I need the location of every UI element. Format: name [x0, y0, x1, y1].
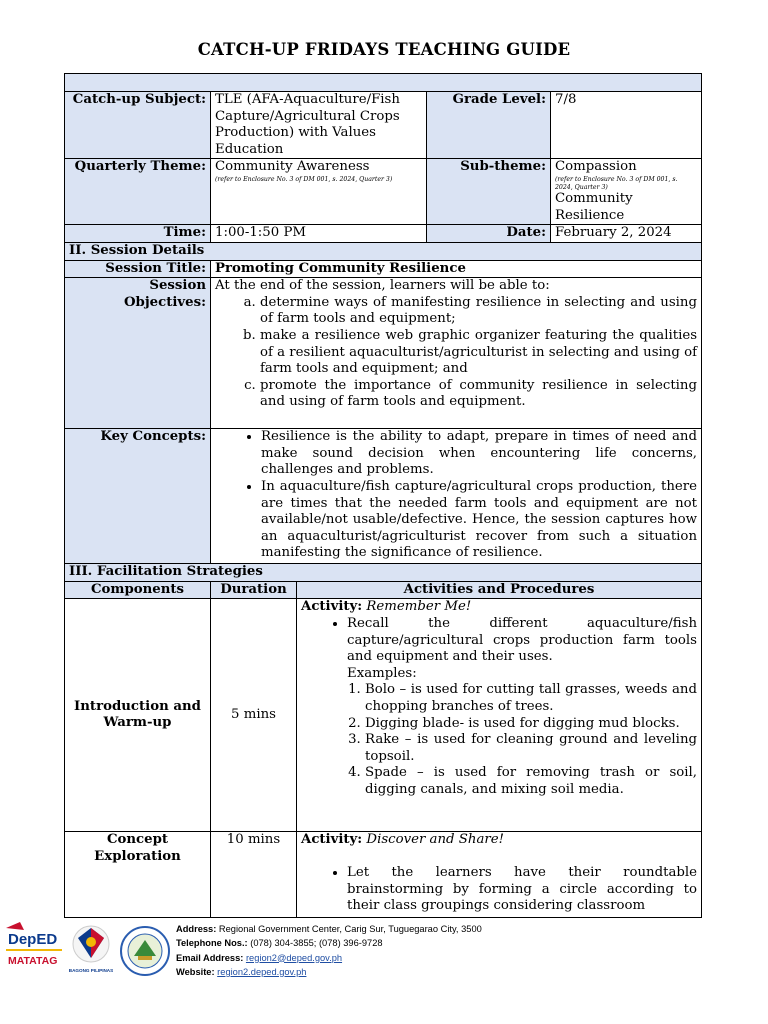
grade-label: Grade Level: — [427, 92, 551, 159]
theme-cell — [211, 159, 427, 225]
concept-exploration-row — [65, 832, 702, 918]
website-label: Website: — [176, 966, 215, 977]
examples-label: Examples: — [347, 665, 417, 681]
time-row — [65, 225, 702, 243]
grade-value: 7/8 — [551, 92, 702, 159]
objectives-row — [65, 278, 702, 429]
example-item: 1. Bolo – is used for cutting tall grasses, weeds and chopping branches of trees. — [365, 682, 697, 715]
subject-row — [65, 92, 702, 159]
bagong-pilipinas-text: BAGONG PILIPINAS — [68, 968, 114, 973]
matatag-logo-text: MATATAG — [8, 955, 58, 967]
column-header-duration: Duration — [211, 581, 297, 599]
duration-concept-exploration: 10 mins — [211, 832, 297, 918]
key-concepts-label: Key Concepts: — [65, 429, 211, 564]
deped-logo-text: DepED — [8, 931, 58, 948]
column-header-activities: Activities and Procedures — [297, 581, 702, 599]
objectives-intro: At the end of the session, learners will be able to: — [215, 278, 550, 294]
duration-intro-warmup: 5 mins — [211, 599, 297, 832]
activity-bullet: • Let the learners have their roundtable brainstorming by forming a circle according to their class groupings considering classroom — [347, 865, 697, 915]
address-line — [176, 922, 482, 936]
subtheme-value: Compassion — [555, 159, 637, 175]
activity-bullet — [347, 616, 697, 799]
objectives-list — [215, 295, 697, 411]
key-concepts-row — [65, 429, 702, 564]
activity-name: Remember Me! — [366, 599, 472, 615]
activity-bullets — [301, 865, 697, 915]
date-value: February 2, 2024 — [551, 225, 702, 243]
telephone-label: Telephone Nos.: — [176, 938, 248, 949]
subtheme-cell — [551, 159, 702, 225]
email-link[interactable]: region2@deped.gov.ph — [245, 952, 343, 963]
telephone-line — [176, 936, 482, 950]
address-value: Regional Government Center, Carig Sur, Tuguegarao City, 3500 — [218, 924, 482, 934]
examples-list — [347, 682, 697, 798]
activity-bullets — [301, 616, 697, 799]
intro-warmup-row — [65, 599, 702, 832]
address-label: Address: — [176, 924, 217, 934]
website-link[interactable]: region2.deped.gov.ph — [217, 966, 307, 977]
facilitation-heading: III. Facilitation Strategies — [65, 564, 702, 582]
session-heading-row — [65, 242, 702, 260]
objective-item: b. make a resilience web graphic organizer featuring the qualities of a resilient aquaculturist/agriculturist in selecting and using of farm tools and equipment; and — [260, 328, 697, 378]
key-concepts-cell — [211, 429, 702, 564]
activity-title — [301, 599, 697, 616]
time-value: 1:00-1:50 PM — [211, 225, 427, 243]
email-label: Email Address: — [176, 952, 244, 963]
theme-reference: (refer to Enclosure No. 3 of DM 001, s. 2024, Quarter 3) — [215, 175, 393, 183]
activity-bullet-text: Recall the different aquaculture/fish capture/agricultural crops production farm tools and equipment and their uses. — [347, 615, 698, 665]
subject-label: Catch-up Subject: — [65, 92, 211, 159]
column-header-row — [65, 581, 702, 599]
example-item: 4. Spade – is used for removing trash or soil, digging canals, and mixing soil media. — [365, 765, 697, 798]
document-title: CATCH-UP FRIDAYS TEACHING GUIDE — [197, 40, 571, 59]
component-concept-exploration: Concept Exploration — [65, 832, 211, 918]
time-label: Time: — [65, 225, 211, 243]
region-seal-logo — [120, 926, 170, 980]
objective-item: c. promote the importance of community resilience in selecting and using of farm tools and equipment. — [260, 378, 697, 411]
teaching-guide-table — [64, 73, 702, 918]
objective-item: a. determine ways of manifesting resilience in selecting and using of farm tools and equipment; — [260, 295, 697, 328]
activities-intro-warmup — [297, 599, 702, 832]
activity-label: Activity: — [301, 832, 363, 848]
example-item: 2. Digging blade- is used for digging mud blocks. — [365, 716, 697, 733]
header-band — [65, 74, 702, 92]
date-label: Date: — [427, 225, 551, 243]
subtheme-reference: (refer to Enclosure No. 3 of DM 001, s. 2024, Quarter 3) — [555, 175, 678, 191]
session-title-row — [65, 260, 702, 278]
theme-value: Community Awareness — [215, 159, 370, 175]
component-intro-warmup: Introduction and Warm-up — [65, 599, 211, 832]
footer-contact — [176, 922, 482, 979]
session-title-value: Promoting Community Resilience — [211, 260, 702, 278]
telephone-value: (078) 304-3855; (078) 396-9728 — [250, 938, 383, 949]
subject-value: TLE (AFA-Aquaculture/Fish Capture/Agricultural Crops Production) with Values Education — [211, 92, 427, 159]
subtheme-label: Sub-theme: — [427, 159, 551, 225]
key-concepts-list — [215, 429, 697, 562]
activity-title — [301, 832, 697, 849]
activity-name: Discover and Share! — [366, 832, 504, 848]
key-concept-item: • In aquaculture/fish capture/agricultural crops production, there are times that the needed farm tools and equipment are not available/not usable/defective. Hence, the session captures how an aquaculturist/agriculturist recover from such a situation manifesting the significance of resilience. — [261, 479, 697, 562]
theme-row — [65, 159, 702, 225]
session-details-heading: II. Session Details — [65, 242, 702, 260]
objectives-label: Session Objectives: — [65, 278, 211, 429]
example-item: 3. Rake – is used for cleaning ground and leveling topsoil. — [365, 732, 697, 765]
email-line — [176, 951, 482, 965]
subtheme-value-2: Community Resilience — [555, 191, 633, 223]
theme-label: Quarterly Theme: — [65, 159, 211, 225]
bagong-pilipinas-logo — [66, 924, 116, 980]
objectives-cell — [211, 278, 702, 429]
column-header-components: Components — [65, 581, 211, 599]
activity-label: Activity: — [301, 599, 363, 615]
session-title-label: Session Title: — [65, 260, 211, 278]
deped-matatag-logo — [6, 922, 64, 978]
key-concept-item: • Resilience is the ability to adapt, prepare in times of need and make sound decision when encountering life concerns, challenges and problems. — [261, 429, 697, 479]
activities-concept-exploration — [297, 832, 702, 918]
website-line — [176, 965, 482, 979]
header-band-row — [65, 74, 702, 92]
facilitation-heading-row — [65, 564, 702, 582]
